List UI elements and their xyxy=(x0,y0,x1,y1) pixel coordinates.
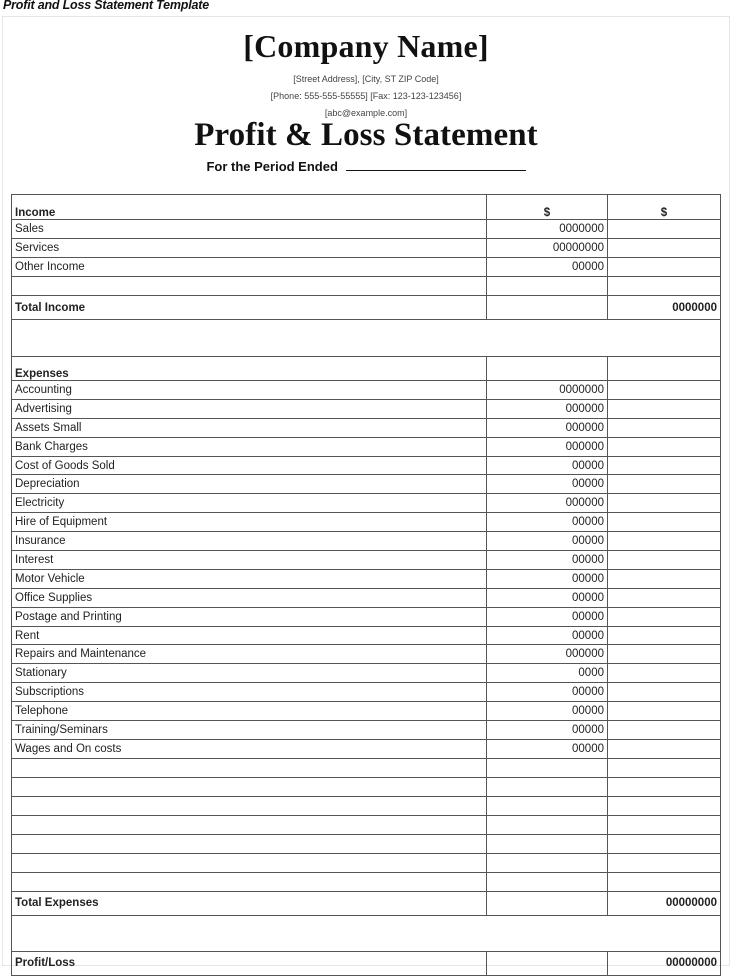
expense-col3-cell[interactable] xyxy=(608,551,721,570)
empty-cell[interactable] xyxy=(487,872,608,891)
expense-amount[interactable]: 00000 xyxy=(487,513,608,532)
expense-row xyxy=(12,418,721,437)
empty-cell[interactable] xyxy=(608,758,721,777)
expense-label: Training/Seminars xyxy=(12,721,487,740)
expense-row xyxy=(12,721,721,740)
expense-label: Motor Vehicle xyxy=(12,569,487,588)
expense-label: Interest xyxy=(12,551,487,570)
expense-col3-cell[interactable] xyxy=(608,645,721,664)
expense-col3-cell[interactable] xyxy=(608,702,721,721)
expense-row xyxy=(12,569,721,588)
spacer-cell xyxy=(12,320,721,357)
expense-row xyxy=(12,645,721,664)
empty-cell xyxy=(608,357,721,381)
expense-label: Rent xyxy=(12,626,487,645)
total-income-value[interactable]: 0000000 xyxy=(608,296,721,320)
expense-row xyxy=(12,532,721,551)
expense-row xyxy=(12,551,721,570)
expense-amount[interactable]: 00000 xyxy=(487,607,608,626)
expense-col3-cell[interactable] xyxy=(608,475,721,494)
company-email: [abc@example.com] xyxy=(324,108,408,118)
expense-col3-cell[interactable] xyxy=(608,513,721,532)
expense-row xyxy=(12,494,721,513)
income-empty-row xyxy=(12,277,721,296)
income-row xyxy=(12,239,721,258)
expense-amount[interactable]: 000000 xyxy=(487,418,608,437)
empty-cell[interactable] xyxy=(12,777,487,796)
expense-label: Depreciation xyxy=(12,475,487,494)
blank-row xyxy=(12,853,721,872)
expense-col3-cell[interactable] xyxy=(608,532,721,551)
expense-row xyxy=(12,626,721,645)
total-expenses-label: Total Expenses xyxy=(12,891,487,915)
expense-row xyxy=(12,683,721,702)
expense-col3-cell[interactable] xyxy=(608,683,721,702)
expense-col3-cell[interactable] xyxy=(608,588,721,607)
expense-amount[interactable]: 00000 xyxy=(487,626,608,645)
expense-amount[interactable]: 00000 xyxy=(487,532,608,551)
empty-cell[interactable] xyxy=(12,758,487,777)
income-header-row xyxy=(12,195,721,220)
expense-amount[interactable]: 00000 xyxy=(487,739,608,758)
empty-cell[interactable] xyxy=(487,951,608,975)
period-line xyxy=(0,159,732,174)
expense-label: Insurance xyxy=(12,532,487,551)
income-amount[interactable]: 00000000 xyxy=(487,239,608,258)
expense-row xyxy=(12,456,721,475)
col2-currency-header: $ xyxy=(487,195,608,220)
expense-col3-cell[interactable] xyxy=(608,626,721,645)
expense-amount[interactable]: 000000 xyxy=(487,494,608,513)
empty-cell[interactable] xyxy=(12,834,487,853)
expense-amount[interactable]: 00000 xyxy=(487,588,608,607)
expense-row xyxy=(12,513,721,532)
blank-row xyxy=(12,796,721,815)
expense-col3-cell[interactable] xyxy=(608,456,721,475)
expense-label: Postage and Printing xyxy=(12,607,487,626)
blank-row xyxy=(12,815,721,834)
expense-label: Cost of Goods Sold xyxy=(12,456,487,475)
period-date-blank[interactable] xyxy=(346,159,526,171)
empty-cell[interactable] xyxy=(12,815,487,834)
expense-amount[interactable]: 00000 xyxy=(487,702,608,721)
expense-row xyxy=(12,381,721,400)
empty-cell[interactable] xyxy=(608,777,721,796)
spacer-row xyxy=(12,915,721,951)
total-income-label: Total Income xyxy=(12,296,487,320)
expense-amount[interactable]: 00000 xyxy=(487,683,608,702)
empty-cell[interactable] xyxy=(12,277,487,296)
income-amount[interactable]: 0000000 xyxy=(487,220,608,239)
template-caption: Profit and Loss Statement Template xyxy=(3,0,209,12)
expense-row xyxy=(12,437,721,456)
expense-label: Office Supplies xyxy=(12,588,487,607)
expense-amount[interactable]: 000000 xyxy=(487,437,608,456)
expense-label: Electricity xyxy=(12,494,487,513)
spacer-row xyxy=(12,320,721,357)
expense-row xyxy=(12,588,721,607)
profit-loss-row xyxy=(12,951,721,975)
expense-label: Repairs and Maintenance xyxy=(12,645,487,664)
income-heading: Income xyxy=(12,195,487,220)
expense-amount[interactable]: 00000 xyxy=(487,569,608,588)
empty-cell[interactable] xyxy=(608,834,721,853)
blank-row xyxy=(12,758,721,777)
empty-cell[interactable] xyxy=(487,277,608,296)
expense-amount[interactable]: 00000 xyxy=(487,475,608,494)
income-amount[interactable]: 00000 xyxy=(487,258,608,277)
income-row xyxy=(12,258,721,277)
expense-label: Assets Small xyxy=(12,418,487,437)
income-col3-cell[interactable] xyxy=(608,239,721,258)
income-label: Other Income xyxy=(12,258,487,277)
empty-cell[interactable] xyxy=(487,296,608,320)
income-row xyxy=(12,220,721,239)
company-address: [Street Address], [City, ST ZIP Code] xyxy=(293,74,439,84)
total-expenses-value[interactable]: 00000000 xyxy=(608,891,721,915)
profit-loss-value[interactable]: 00000000 xyxy=(608,951,721,975)
empty-cell[interactable] xyxy=(608,796,721,815)
expense-label: Stationary xyxy=(12,664,487,683)
expense-amount[interactable]: 00000 xyxy=(487,551,608,570)
expense-col3-cell[interactable] xyxy=(608,664,721,683)
empty-cell[interactable] xyxy=(608,872,721,891)
expense-amount[interactable]: 0000000 xyxy=(487,381,608,400)
income-label: Services xyxy=(12,239,487,258)
expense-col3-cell[interactable] xyxy=(608,739,721,758)
expense-col3-cell[interactable] xyxy=(608,399,721,418)
empty-cell[interactable] xyxy=(487,834,608,853)
expense-amount[interactable]: 00000 xyxy=(487,721,608,740)
empty-cell[interactable] xyxy=(487,796,608,815)
expense-label: Subscriptions xyxy=(12,683,487,702)
expense-amount[interactable]: 000000 xyxy=(487,645,608,664)
empty-cell[interactable] xyxy=(487,815,608,834)
blank-row xyxy=(12,834,721,853)
total-expenses-row xyxy=(12,891,721,915)
empty-cell[interactable] xyxy=(487,758,608,777)
company-contact: [Phone: 555-555-55555] [Fax: 123-123-123456] xyxy=(270,91,462,101)
expense-row xyxy=(12,475,721,494)
total-income-row xyxy=(12,296,721,320)
empty-cell[interactable] xyxy=(12,853,487,872)
expense-amount[interactable]: 00000 xyxy=(487,456,608,475)
expense-row xyxy=(12,739,721,758)
empty-cell[interactable] xyxy=(608,277,721,296)
expense-label: Wages and On costs xyxy=(12,739,487,758)
income-label: Sales xyxy=(12,220,487,239)
income-col3-cell[interactable] xyxy=(608,220,721,239)
blank-row xyxy=(12,872,721,891)
expense-amount[interactable]: 000000 xyxy=(487,399,608,418)
period-label: For the Period Ended xyxy=(206,159,338,174)
expense-col3-cell[interactable] xyxy=(608,418,721,437)
expense-label: Advertising xyxy=(12,399,487,418)
income-col3-cell[interactable] xyxy=(608,258,721,277)
empty-cell[interactable] xyxy=(608,815,721,834)
expense-amount[interactable]: 0000 xyxy=(487,664,608,683)
expense-label: Telephone xyxy=(12,702,487,721)
empty-cell[interactable] xyxy=(608,853,721,872)
expense-label: Hire of Equipment xyxy=(12,513,487,532)
expense-row xyxy=(12,702,721,721)
expenses-heading: Expenses xyxy=(12,357,487,381)
expense-row xyxy=(12,399,721,418)
expense-label: Bank Charges xyxy=(12,437,487,456)
company-name: [Company Name] xyxy=(243,28,489,64)
expense-col3-cell[interactable] xyxy=(608,494,721,513)
expenses-header-row xyxy=(12,357,721,381)
statement-table xyxy=(11,194,721,976)
expense-row xyxy=(12,607,721,626)
empty-cell[interactable] xyxy=(487,777,608,796)
profit-loss-label: Profit/Loss xyxy=(12,951,487,975)
expense-row xyxy=(12,664,721,683)
expense-label: Accounting xyxy=(12,381,487,400)
empty-cell xyxy=(487,357,608,381)
expense-col3-cell[interactable] xyxy=(608,437,721,456)
empty-cell[interactable] xyxy=(12,796,487,815)
blank-row xyxy=(12,777,721,796)
empty-cell[interactable] xyxy=(487,853,608,872)
col3-currency-header: $ xyxy=(608,195,721,220)
statement-title: Profit & Loss Statement xyxy=(194,117,538,153)
empty-cell[interactable] xyxy=(487,891,608,915)
spacer-cell xyxy=(12,915,721,951)
expense-col3-cell[interactable] xyxy=(608,607,721,626)
expense-col3-cell[interactable] xyxy=(608,569,721,588)
expense-col3-cell[interactable] xyxy=(608,721,721,740)
empty-cell[interactable] xyxy=(12,872,487,891)
expense-col3-cell[interactable] xyxy=(608,381,721,400)
